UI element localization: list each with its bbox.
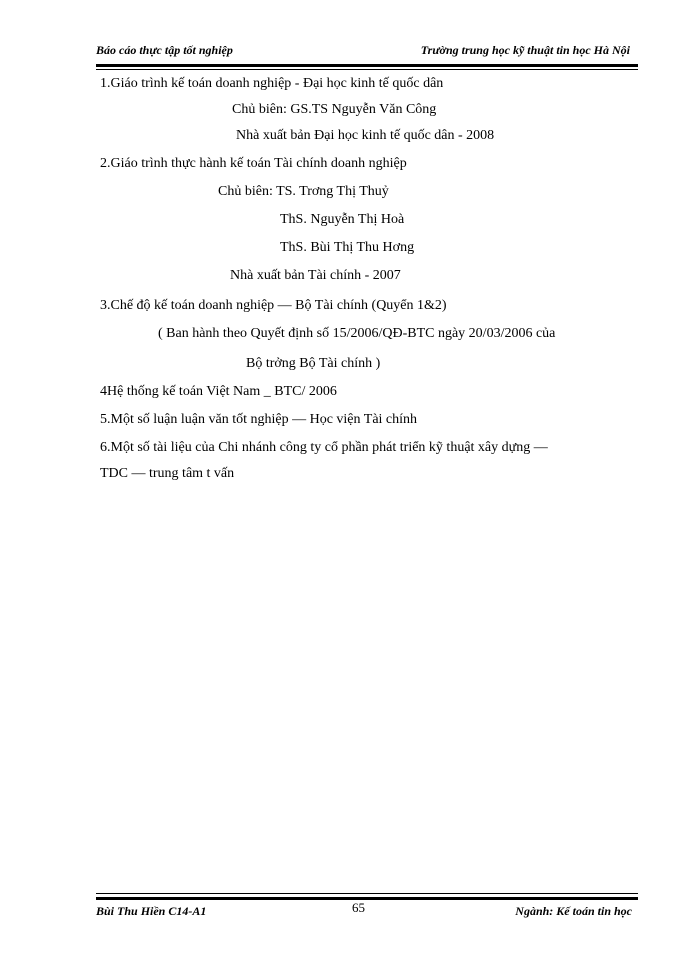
header-school-name: Trường trung học kỹ thuật tin học Hà Nội [420,43,630,57]
reference-2-editor: Chủ biên: TS. Trơng Thị Thuỷ [218,184,389,199]
footer-author: Bùi Thu Hiền C14-A1 [96,904,207,918]
reference-item-6-cont: TDC — trung tâm t vấn [100,466,235,481]
reference-item-1: 1.Giáo trình kế toán doanh nghiệp - Đại học kinh tế quốc dân [100,76,444,91]
page-footer [96,900,636,920]
header-rule-thick [96,64,638,67]
reference-3-decision: ( Ban hành theo Quyết định số 15/2006/QĐ-BTC ngày 20/03/2006 của [158,326,556,341]
reference-2-coauthor-2: ThS. Bùi Thị Thu Hơng [280,240,415,255]
reference-1-editor: Chủ biên: GS.TS Nguyễn Văn Công [232,102,437,117]
reference-2-publisher: Nhà xuất bản Tài chính - 2007 [230,268,401,283]
reference-1-publisher: Nhà xuất bản Đại học kinh tế quốc dân - 2008 [236,128,495,143]
reference-item-4: 4Hệ thống kế toán Việt Nam _ BTC/ 2006 [100,384,337,399]
reference-3-ministry: Bộ trởng Bộ Tài chính ) [246,356,381,371]
page-header [96,40,636,62]
header-rule-thin [96,69,638,70]
reference-item-5: 5.Một số luận luận văn tốt nghiệp — Học viện Tài chính [100,412,418,427]
reference-2-coauthor-1: ThS. Nguyễn Thị Hoà [280,212,405,227]
reference-item-3: 3.Chế độ kế toán doanh nghiệp — Bộ Tài chính (Quyển 1&2) [100,298,447,313]
page-number: 65 [352,900,365,915]
footer-major: Ngành: Kế toán tin học [515,904,632,918]
footer-rule-thin [96,893,638,894]
header-report-title: Báo cáo thực tập tốt nghiệp [96,43,233,57]
reference-item-2: 2.Giáo trình thực hành kế toán Tài chính doanh nghiệp [100,156,407,171]
reference-item-6: 6.Một số tài liệu của Chi nhánh công ty cổ phần phát triển kỹ thuật xây dựng — [100,440,548,455]
